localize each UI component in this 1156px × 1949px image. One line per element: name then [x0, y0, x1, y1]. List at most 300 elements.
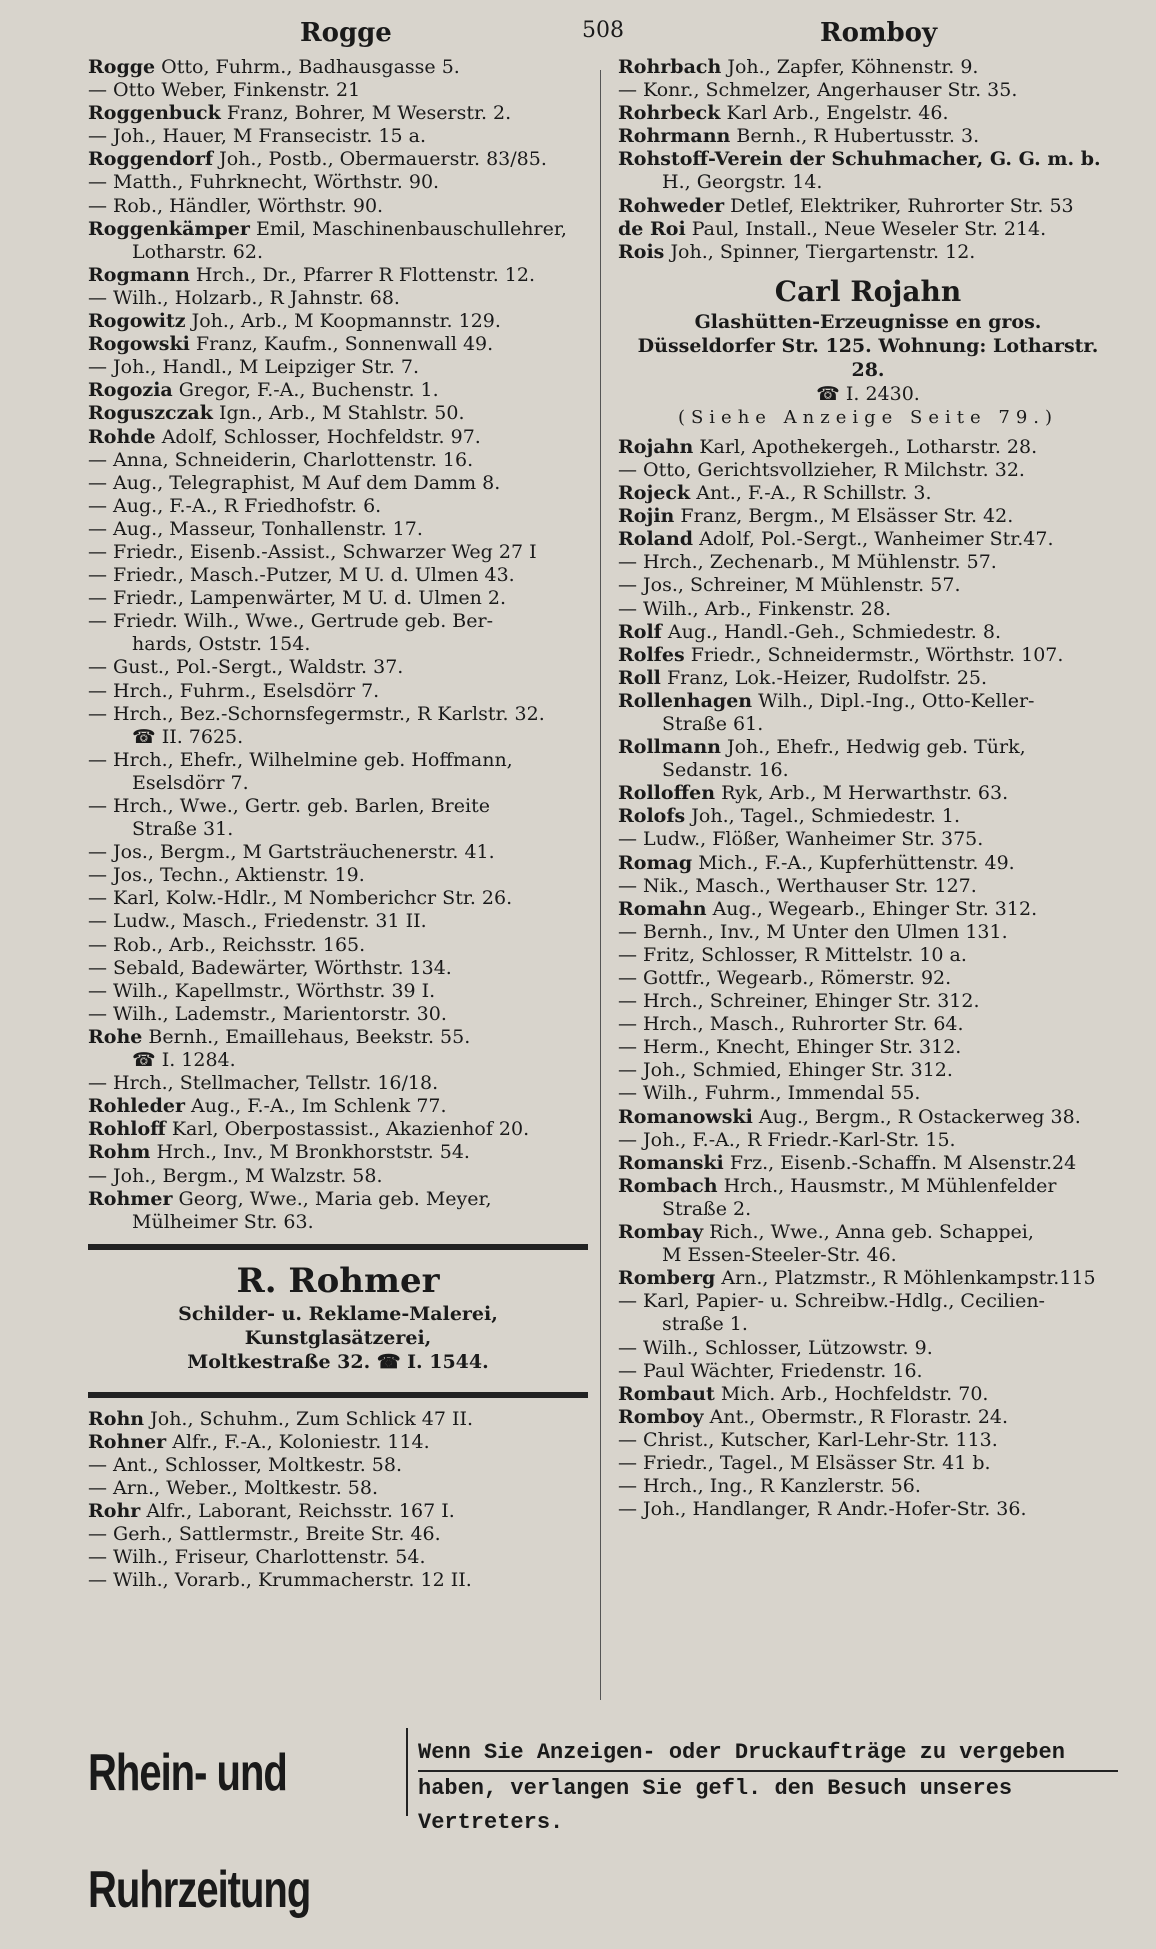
directory-entry	[88, 1211, 588, 1234]
entry-details: Anna, Schneiderin, Charlottenstr. 16.	[113, 448, 474, 471]
entry-surname: Rohm	[88, 1141, 151, 1164]
entry-details: Aug., F.-A., Im Schlenk 77.	[191, 1095, 447, 1118]
entry-details: Hrch., Inv., M Bronkhorststr. 54.	[156, 1141, 470, 1164]
entry-details: Aug., Wegearb., Ehinger Str. 312.	[712, 897, 1038, 920]
newspaper-logo: Rhein- und Ruhrzeitung	[88, 1744, 311, 1919]
directory-entry	[88, 1546, 588, 1569]
entry-details: Wilh., Arb., Finkenstr. 28.	[643, 597, 892, 620]
rojahn-advertisement	[618, 274, 1118, 430]
ad-rule-bottom	[88, 1392, 588, 1398]
directory-entry	[618, 1475, 1118, 1498]
entry-details: Otto, Fuhrm., Badhausgasse 5.	[161, 56, 460, 78]
directory-entry	[88, 726, 588, 749]
entry-details: Detlef, Elektriker, Ruhrorter Str. 53	[730, 194, 1074, 217]
entry-details: Wilh., Schlosser, Lützowstr. 9.	[643, 1336, 933, 1359]
directory-entry	[88, 818, 588, 841]
entry-surname: Romberg	[618, 1267, 716, 1290]
directory-entry	[88, 587, 588, 610]
entry-details: Jos., Schreiner, M Mühlenstr. 57.	[643, 574, 961, 597]
directory-entry	[88, 1408, 588, 1431]
entry-details: Alfr., Laborant, Reichsstr. 167 I.	[146, 1500, 455, 1523]
entry-details: Mülheimer Str. 63.	[132, 1210, 314, 1233]
entry-details: Christ., Kutscher, Karl-Lehr-Str. 113.	[643, 1428, 998, 1451]
ad-line: Düsseldorfer Str. 125. Wohnung: Lotharstr. 28.	[637, 334, 1099, 381]
entry-details: Ant., Schlosser, Moltkestr. 58.	[113, 1453, 403, 1476]
entry-details: Eselsdörr 7.	[132, 771, 249, 794]
directory-entry	[88, 749, 588, 772]
directory-entry	[88, 287, 588, 310]
entry-details: Bernh., R Hubertusstr. 3.	[736, 125, 980, 148]
entry-details: Friedr., Tagel., M Elsässer Str. 41 b.	[643, 1451, 991, 1474]
entry-details: Paul Wächter, Friedenstr. 16.	[643, 1359, 923, 1382]
entry-details: M Essen-Steeler-Str. 46.	[662, 1244, 897, 1267]
footer-advertisement	[88, 1728, 1118, 1919]
directory-entry	[88, 910, 588, 933]
entry-surname: Roguszczak	[88, 402, 213, 425]
entry-details: Wilh., Holzarb., R Jahnstr. 68.	[113, 286, 400, 309]
directory-entry	[88, 1095, 588, 1118]
directory-entry	[88, 1049, 588, 1072]
directory-entry	[88, 1500, 588, 1523]
directory-entry	[618, 1452, 1118, 1475]
entry-details: ☎ II. 7625.	[132, 725, 244, 748]
directory-entry	[88, 310, 588, 333]
entry-details: Gottfr., Wegearb., Römerstr. 92.	[643, 967, 952, 989]
entry-details: Hrch., Ing., R Kanzlerstr. 56.	[643, 1475, 921, 1498]
entry-details: Joh., Schmied, Ehinger Str. 312.	[643, 1059, 953, 1082]
directory-entry	[88, 379, 588, 402]
directory-entry	[88, 241, 588, 264]
entry-surname: Rohleder	[88, 1095, 185, 1118]
directory-entry	[88, 656, 588, 679]
directory-entry	[88, 980, 588, 1003]
directory-entry	[618, 1498, 1118, 1521]
directory-entry	[88, 957, 588, 980]
entry-details: Joh., Tagel., Schmiedestr. 1.	[691, 805, 961, 828]
header-left-keyword: Rogge	[300, 18, 392, 48]
directory-entry	[618, 667, 1118, 690]
entry-surname: Rohmer	[88, 1187, 173, 1210]
entry-details: Hrch., Masch., Ruhrorter Str. 64.	[643, 1013, 964, 1036]
directory-entry	[618, 1244, 1118, 1267]
entry-details: Adolf, Pol.-Sergt., Wanheimer Str.47.	[699, 528, 1054, 551]
entry-surname: Rogmann	[88, 263, 190, 286]
directory-entry	[618, 125, 1118, 148]
directory-entry	[88, 1188, 588, 1211]
footer-line: Wenn Sie Anzeigen- oder Druckaufträge zu vergeben	[418, 1740, 1065, 1765]
directory-entry	[88, 1141, 588, 1164]
ad-reference: (Siehe Anzeige Seite 79.)	[677, 406, 1059, 428]
directory-entry	[88, 402, 588, 425]
directory-entry	[88, 1118, 588, 1141]
entry-surname: Rollenhagen	[618, 689, 753, 712]
entry-details: Otto Weber, Finkenstr. 21	[113, 79, 361, 102]
directory-entry	[618, 1360, 1118, 1383]
directory-entry	[88, 841, 588, 864]
directory-entry	[88, 633, 588, 656]
entry-details: Aug., Masseur, Tonhallenstr. 17.	[113, 517, 423, 540]
entry-details: Bernh., Emaillehaus, Beekstr. 55.	[148, 1025, 471, 1048]
entry-details: Joh., Hauer, M Fransecistr. 15 a.	[113, 125, 426, 148]
entry-surname: Rohde	[88, 425, 156, 448]
entry-details: Aug., Bergm., R Ostackerweg 38.	[758, 1105, 1081, 1128]
directory-entry	[88, 472, 588, 495]
directory-entry	[88, 56, 588, 79]
directory-entry	[618, 1383, 1118, 1406]
entry-details: Gerh., Sattlermstr., Breite Str. 46.	[113, 1523, 441, 1546]
entry-details: Gust., Pol.-Sergt., Waldstr. 37.	[113, 656, 404, 679]
entry-details: Joh., Bergm., M Walzstr. 58.	[113, 1164, 383, 1187]
entry-details: Franz, Bergm., M Elsässer Str. 42.	[680, 505, 1014, 528]
entry-details: Joh., Postb., Obermauerstr. 83/85.	[219, 148, 547, 171]
directory-entry	[88, 102, 588, 125]
directory-entry	[618, 805, 1118, 828]
column-divider	[600, 70, 601, 1700]
directory-entry	[618, 436, 1118, 459]
directory-entry	[618, 967, 1118, 990]
entry-surname: Rohn	[88, 1407, 145, 1430]
entry-details: Jos., Techn., Aktienstr. 19.	[113, 864, 365, 887]
entry-details: Hrch., Ehefr., Wilhelmine geb. Hoffmann,	[113, 748, 513, 771]
entry-details: Alfr., F.-A., Koloniestr. 114.	[172, 1430, 430, 1453]
directory-entry	[88, 171, 588, 194]
entry-details: Paul, Install., Neue Weseler Str. 214.	[691, 217, 1047, 240]
directory-entry	[618, 598, 1118, 621]
directory-entry	[618, 690, 1118, 713]
ad-rule-top	[88, 1244, 588, 1250]
directory-entry	[88, 1477, 588, 1500]
directory-entry	[618, 621, 1118, 644]
left-entry-list	[88, 56, 588, 1234]
entry-details: Aug., F.-A., R Friedhofstr. 6.	[113, 494, 382, 517]
directory-entry	[618, 482, 1118, 505]
entry-details: Hrch., Dr., Pfarrer R Flottenstr. 12.	[195, 263, 535, 286]
directory-entry	[618, 1429, 1118, 1452]
entry-surname: Rombay	[618, 1221, 704, 1244]
entry-details: Nik., Masch., Werthauser Str. 127.	[643, 874, 977, 897]
entry-surname: Rolofs	[618, 805, 686, 828]
directory-entry	[88, 495, 588, 518]
entry-details: Joh., F.-A., R Friedr.-Karl-Str. 15.	[643, 1128, 956, 1151]
entry-surname: Rois	[618, 240, 665, 263]
entry-details: Hrch., Wwe., Gertr. geb. Barlen, Breite	[113, 795, 490, 817]
entry-surname: Rohrmann	[618, 125, 731, 148]
entry-details: Straße 2.	[662, 1197, 752, 1220]
directory-entry	[88, 1072, 588, 1095]
entry-surname: Romboy	[618, 1405, 704, 1428]
entry-surname: de Roi	[618, 217, 686, 240]
directory-entry	[618, 944, 1118, 967]
directory-entry	[88, 264, 588, 287]
entry-surname: Rogozia	[88, 379, 173, 402]
directory-entry	[88, 610, 588, 633]
directory-entry	[618, 990, 1118, 1013]
directory-entry	[88, 1026, 588, 1049]
ad-title: R. Rohmer	[236, 1260, 440, 1301]
entry-details: Hrch., Zechenarb., M Mühlenstr. 57.	[643, 551, 997, 574]
entry-surname: Romahn	[618, 897, 707, 920]
entry-details: Rob., Händler, Wörthstr. 90.	[113, 194, 384, 217]
directory-entry	[618, 921, 1118, 944]
entry-surname: Rolfes	[618, 643, 685, 666]
ad-line: Schilder- u. Reklame-Malerei, Kunstglasätzerei,	[178, 1302, 498, 1349]
directory-entry	[88, 772, 588, 795]
entry-details: Sebald, Badewärter, Wörthstr. 134.	[113, 956, 452, 979]
entry-surname: Rolloffen	[618, 782, 716, 805]
directory-entry	[88, 426, 588, 449]
directory-entry	[618, 1129, 1118, 1152]
entry-details: Wilh., Kapellmstr., Wörthstr. 39 I.	[113, 979, 436, 1002]
entry-surname: Roland	[618, 528, 694, 551]
directory-entry	[88, 1523, 588, 1546]
entry-details: Karl Arb., Engelstr. 46.	[726, 102, 949, 125]
directory-entry	[618, 1313, 1118, 1336]
footer-divider	[406, 1728, 408, 1816]
entry-details: Franz, Lok.-Heizer, Rudolfstr. 25.	[666, 666, 988, 689]
entry-details: Adolf, Schlosser, Hochfeldstr. 97.	[161, 425, 481, 448]
directory-entry	[618, 195, 1118, 218]
directory-entry	[618, 1337, 1118, 1360]
directory-entry	[618, 1013, 1118, 1036]
directory-entry	[88, 449, 588, 472]
entry-surname: Rombach	[618, 1174, 718, 1197]
directory-entry	[618, 505, 1118, 528]
right-column	[618, 56, 1118, 1521]
right-entry-list-2	[618, 436, 1118, 1521]
directory-entry	[618, 528, 1118, 551]
entry-details: Karl, Apothekergeh., Lotharstr. 28.	[699, 435, 1038, 458]
directory-entry	[88, 333, 588, 356]
entry-details: Hrch., Bez.-Schornsfegermstr., R Karlstr. 32.	[113, 702, 545, 725]
entry-details: Wilh., Dipl.-Ing., Otto-Keller-	[758, 689, 1035, 712]
entry-details: Joh., Zapfer, Köhnenstr. 9.	[727, 56, 979, 78]
directory-entry	[88, 356, 588, 379]
entry-details: Bernh., Inv., M Unter den Ulmen 131.	[643, 920, 1008, 943]
entry-details: Rob., Arb., Reichsstr. 165.	[113, 933, 366, 956]
entry-details: Friedr., Schneidermstr., Wörthstr. 107.	[690, 643, 1064, 666]
directory-entry	[88, 564, 588, 587]
entry-details: Matth., Fuhrknecht, Wörthstr. 90.	[113, 171, 440, 194]
directory-entry	[88, 79, 588, 102]
entry-details: H., Georgstr. 14.	[662, 171, 823, 194]
entry-surname: Rojin	[618, 505, 675, 528]
entry-details: Ryk, Arb., M Herwarthstr. 63.	[721, 782, 1009, 805]
directory-entry	[618, 644, 1118, 667]
entry-details: Wilh., Lademstr., Marientorstr. 30.	[113, 1002, 447, 1025]
entry-surname: Roggenkämper	[88, 217, 250, 240]
directory-entry	[618, 1406, 1118, 1429]
directory-entry	[618, 102, 1118, 125]
entry-details: Otto, Gerichtsvollzieher, R Milchstr. 32.	[643, 458, 1025, 481]
directory-entry	[618, 459, 1118, 482]
directory-entry	[618, 736, 1118, 759]
directory-entry	[618, 713, 1118, 736]
entry-details: Friedr., Eisenb.-Assist., Schwarzer Weg 27 I	[113, 540, 537, 563]
entry-details: Straße 61.	[662, 712, 764, 735]
entry-details: Ludw., Masch., Friedenstr. 31 II.	[113, 910, 427, 933]
entry-details: Emil, Maschinenbauschullehrer,	[255, 217, 567, 240]
entry-surname: Rohstoff-Verein der Schuhmacher, G. G. m. b.	[618, 148, 1101, 171]
footer-text	[418, 1736, 1118, 1840]
entry-surname: Rollmann	[618, 736, 721, 759]
entry-surname: Rohner	[88, 1430, 167, 1453]
entry-surname: Rohloff	[88, 1118, 166, 1141]
directory-entry	[618, 1198, 1118, 1221]
entry-details: Wilh., Fuhrm., Immendal 55.	[643, 1082, 921, 1105]
entry-details: Friedr., Lampenwärter, M U. d. Ulmen 2.	[113, 587, 506, 610]
directory-entry	[618, 782, 1118, 805]
directory-entry	[88, 148, 588, 171]
directory-entry	[88, 1003, 588, 1026]
entry-surname: Rojeck	[618, 482, 691, 505]
directory-entry	[88, 680, 588, 703]
entry-details: Joh., Handlanger, R Andr.-Hofer-Str. 36.	[643, 1498, 1027, 1521]
entry-details: Hrch., Stellmacher, Tellstr. 16/18.	[113, 1072, 439, 1095]
entry-surname: Rohr	[88, 1500, 141, 1523]
entry-details: Straße 31.	[132, 818, 234, 841]
entry-surname: Rombaut	[618, 1382, 715, 1405]
entry-details: Jos., Bergm., M Gartsträuchenerstr. 41.	[113, 841, 495, 864]
entry-details: Hrch., Fuhrm., Eselsdörr 7.	[113, 679, 380, 702]
entry-details: Friedr. Wilh., Wwe., Gertrude geb. Ber-	[113, 610, 493, 633]
entry-details: Wilh., Vorarb., Krummacherstr. 12 II.	[113, 1569, 472, 1592]
entry-details: Herm., Knecht, Ehinger Str. 312.	[643, 1036, 962, 1059]
entry-details: ☎ I. 1284.	[132, 1049, 236, 1072]
directory-entry	[618, 171, 1118, 194]
directory-entry	[88, 541, 588, 564]
directory-entry	[88, 934, 588, 957]
ad-phone: ☎ I. 2430.	[816, 382, 920, 405]
entry-surname: Romanowski	[618, 1105, 753, 1128]
directory-entry	[618, 56, 1118, 79]
left-column	[88, 56, 588, 1593]
entry-details: Joh., Handl., M Leipziger Str. 7.	[113, 356, 420, 379]
directory-entry	[618, 1290, 1118, 1313]
entry-details: hards, Oststr. 154.	[132, 633, 311, 656]
entry-details: Aug., Handl.-Geh., Schmiedestr. 8.	[667, 620, 1001, 643]
right-entry-list	[618, 56, 1118, 264]
entry-details: Wilh., Friseur, Charlottenstr. 54.	[113, 1546, 426, 1569]
entry-surname: Roggendorf	[88, 148, 214, 171]
entry-details: Franz, Bohrer, M Weserstr. 2.	[226, 102, 512, 125]
entry-details: Aug., Telegraphist, M Auf dem Damm 8.	[113, 471, 501, 494]
entry-surname: Rogowitz	[88, 310, 186, 333]
directory-entry	[618, 875, 1118, 898]
directory-entry	[88, 864, 588, 887]
rohmer-advertisement	[88, 1260, 588, 1374]
entry-details: Frz., Eisenb.-Schaffn. M Alsenstr.24	[729, 1151, 1077, 1174]
entry-details: Sedanstr. 16.	[662, 759, 789, 782]
directory-entry	[88, 795, 588, 818]
directory-entry	[618, 574, 1118, 597]
entry-details: Joh., Schuhm., Zum Schlick 47 II.	[150, 1407, 474, 1430]
directory-entry	[618, 1106, 1118, 1129]
entry-details: Arn., Platzmstr., R Möhlenkampstr.115	[721, 1267, 1096, 1290]
entry-details: Lotharstr. 62.	[132, 240, 264, 263]
directory-entry	[88, 703, 588, 726]
directory-entry	[88, 1454, 588, 1477]
directory-entry	[618, 828, 1118, 851]
entry-surname: Romanski	[618, 1151, 724, 1174]
directory-entry	[618, 1267, 1118, 1290]
entry-details: Karl, Papier- u. Schreibw.-Hdlg., Cecilien-	[643, 1290, 1045, 1313]
entry-details: Konr., Schmelzer, Angerhauser Str. 35.	[643, 79, 1018, 102]
entry-details: Friedr., Masch.-Putzer, M U. d. Ulmen 43.	[113, 564, 515, 587]
entry-details: Mich. Arb., Hochfeldstr. 70.	[720, 1382, 989, 1405]
directory-entry	[88, 1431, 588, 1454]
directory-entry	[88, 887, 588, 910]
directory-entry	[618, 1036, 1118, 1059]
directory-entry	[618, 551, 1118, 574]
entry-details: Franz, Kaufm., Sonnenwall 49.	[195, 333, 494, 356]
directory-entry	[618, 1175, 1118, 1198]
entry-surname: Rohe	[88, 1025, 143, 1048]
entry-details: Rich., Wwe., Anna geb. Schappei,	[709, 1221, 1034, 1244]
directory-entry	[618, 1152, 1118, 1175]
entry-details: Karl, Kolw.-Hdlr., M Nomberichcr Str. 26.	[113, 887, 513, 910]
entry-details: Joh., Ehefr., Hedwig geb. Türk,	[727, 736, 1026, 759]
entry-details: Gregor, F.-A., Buchenstr. 1.	[178, 379, 439, 402]
directory-entry	[88, 518, 588, 541]
directory-entry	[618, 1059, 1118, 1082]
directory-entry	[88, 1569, 588, 1592]
entry-details: Hrch., Schreiner, Ehinger Str. 312.	[643, 990, 980, 1013]
entry-details: Hrch., Hausmstr., M Mühlenfelder	[723, 1174, 1057, 1197]
directory-entry	[88, 125, 588, 148]
directory-entry	[618, 898, 1118, 921]
directory-entry	[618, 148, 1118, 171]
directory-entry	[618, 1082, 1118, 1105]
entry-surname: Rogowski	[88, 333, 190, 356]
entry-surname: Rojahn	[618, 435, 694, 458]
entry-details: Arn., Weber., Moltkestr. 58.	[113, 1477, 378, 1500]
entry-surname: Rogge	[88, 56, 156, 78]
directory-entry	[618, 79, 1118, 102]
directory-entry	[618, 241, 1118, 264]
entry-surname: Rohrbeck	[618, 102, 721, 125]
ad-line: Glashütten-Erzeugnisse en gros.	[694, 310, 1042, 333]
directory-entry	[618, 218, 1118, 241]
header-right-keyword: Romboy	[820, 18, 938, 48]
entry-surname: Rolf	[618, 620, 662, 643]
left-entry-list-2	[88, 1408, 588, 1593]
entry-details: Karl, Oberpostassist., Akazienhof 20.	[171, 1118, 530, 1141]
entry-details: Ign., Arb., M Stahlstr. 50.	[218, 402, 465, 425]
entry-details: Mich., F.-A., Kupferhüttenstr. 49.	[698, 851, 1015, 874]
entry-details: straße 1.	[662, 1313, 748, 1336]
entry-details: Ludw., Flößer, Wanheimer Str. 375.	[643, 828, 984, 851]
entry-surname: Rohweder	[618, 194, 725, 217]
ad-line: Moltkestraße 32. ☎ I. 1544.	[187, 1350, 489, 1373]
ad-title: Carl Rojahn	[774, 274, 962, 308]
directory-entry	[88, 1165, 588, 1188]
entry-details: Joh., Spinner, Tiergartenstr. 12.	[670, 240, 976, 263]
page-number: 508	[582, 18, 624, 43]
entry-details: Georg, Wwe., Maria geb. Meyer,	[178, 1187, 492, 1210]
directory-entry	[618, 1221, 1118, 1244]
directory-entry	[88, 195, 588, 218]
entry-details: Joh., Arb., M Koopmannstr. 129.	[191, 310, 501, 333]
entry-details: Fritz, Schlosser, R Mittelstr. 10 a.	[643, 943, 967, 966]
directory-entry	[618, 759, 1118, 782]
entry-surname: Romag	[618, 851, 693, 874]
entry-details: Ant., F.-A., R Schillstr. 3.	[696, 482, 932, 505]
directory-entry	[618, 852, 1118, 875]
entry-surname: Roll	[618, 666, 661, 689]
entry-details: Ant., Obermstr., R Florastr. 24.	[709, 1405, 1009, 1428]
footer-line: haben, verlangen Sie gefl. den Besuch unseres Vertreters.	[418, 1770, 1118, 1840]
entry-surname: Rohrbach	[618, 56, 722, 78]
